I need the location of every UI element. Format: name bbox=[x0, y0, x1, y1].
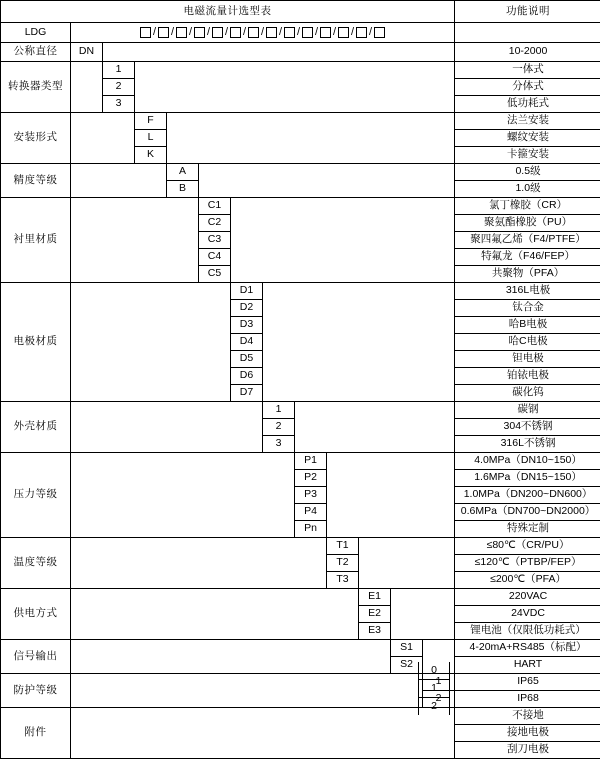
code-electrode-1: D1 bbox=[231, 283, 263, 300]
desc-lining-5: 共聚物（PFA） bbox=[455, 266, 600, 283]
dn-code: DN bbox=[71, 43, 103, 62]
code-lining-3: C3 bbox=[199, 232, 231, 249]
row-label-install-form: 安装形式 bbox=[1, 113, 71, 164]
spacer bbox=[391, 589, 455, 640]
code-shell-2: 2 bbox=[263, 419, 295, 436]
row-label-electrode-material: 电极材质 bbox=[1, 283, 71, 402]
model-code-desc-blank bbox=[455, 23, 600, 43]
row-label-nominal-diameter: 公称直径 bbox=[1, 43, 71, 62]
row-label-power-supply: 供电方式 bbox=[1, 589, 71, 640]
desc-converter-type-2: 分体式 bbox=[455, 79, 600, 96]
code-protection-1: 1 bbox=[423, 674, 455, 691]
model-prefix: LDG bbox=[1, 23, 71, 43]
desc-accuracy-1: 0.5级 bbox=[455, 164, 600, 181]
code-box bbox=[320, 27, 331, 38]
code-converter-type-2: 2 bbox=[103, 79, 135, 96]
spacer bbox=[71, 62, 103, 113]
desc-power-3: 锂电池（仅限低功耗式） bbox=[455, 623, 600, 640]
code-electrode-4: D4 bbox=[231, 334, 263, 351]
desc-power-2: 24VDC bbox=[455, 606, 600, 623]
code-electrode-7: D7 bbox=[231, 385, 263, 402]
spacer bbox=[295, 402, 455, 453]
code-temperature-2: T2 bbox=[327, 555, 359, 572]
desc-protection-2: IP68 bbox=[455, 691, 600, 708]
spacer bbox=[263, 283, 455, 402]
desc-temperature-1: ≤80℃（CR/PU） bbox=[455, 538, 600, 555]
row-label-shell-material: 外壳材质 bbox=[1, 402, 71, 453]
spacer bbox=[135, 62, 455, 113]
desc-power-1: 220VAC bbox=[455, 589, 600, 606]
code-accessories-3: 2 bbox=[431, 700, 437, 712]
code-shell-1: 1 bbox=[263, 402, 295, 419]
code-box bbox=[302, 27, 313, 38]
row-label-signal-output: 信号输出 bbox=[1, 640, 71, 674]
code-box bbox=[266, 27, 277, 38]
desc-electrode-3: 哈B电极 bbox=[455, 317, 600, 334]
row-label-temperature-rating: 温度等级 bbox=[1, 538, 71, 589]
code-accuracy-2: B bbox=[167, 181, 199, 198]
spacer bbox=[199, 164, 455, 198]
code-install-form-1: F bbox=[135, 113, 167, 130]
code-power-1: E1 bbox=[359, 589, 391, 606]
desc-protection-1: IP65 bbox=[455, 674, 600, 691]
desc-signal-2: HART bbox=[455, 657, 600, 674]
model-code-boxes: / / / / / / / / / / / / / bbox=[71, 23, 455, 43]
desc-electrode-1: 316L电极 bbox=[455, 283, 600, 300]
code-temperature-3: T3 bbox=[327, 572, 359, 589]
desc-electrode-5: 钽电极 bbox=[455, 351, 600, 368]
code-pressure-3: P3 bbox=[295, 487, 327, 504]
spacer bbox=[71, 402, 263, 453]
spacer bbox=[167, 113, 455, 164]
desc-install-form-2: 螺纹安装 bbox=[455, 130, 600, 147]
spacer bbox=[71, 164, 167, 198]
code-install-form-3: K bbox=[135, 147, 167, 164]
code-power-2: E2 bbox=[359, 606, 391, 623]
code-box bbox=[194, 27, 205, 38]
code-signal-1: S1 bbox=[391, 640, 423, 657]
code-electrode-6: D6 bbox=[231, 368, 263, 385]
desc-pressure-1: 4.0MPa（DN10~150） bbox=[455, 453, 600, 470]
spacer bbox=[71, 453, 295, 538]
desc-install-form-3: 卡箍安装 bbox=[455, 147, 600, 164]
desc-shell-2: 304不锈钢 bbox=[455, 419, 600, 436]
row-label-accuracy: 精度等级 bbox=[1, 164, 71, 198]
desc-accuracy-2: 1.0级 bbox=[455, 181, 600, 198]
desc-signal-1: 4-20mA+RS485（标配） bbox=[455, 640, 600, 657]
code-box bbox=[356, 27, 367, 38]
spacer bbox=[327, 453, 455, 538]
code-temperature-1: T1 bbox=[327, 538, 359, 555]
code-pressure-2: P2 bbox=[295, 470, 327, 487]
spacer bbox=[71, 640, 391, 674]
code-lining-5: C5 bbox=[199, 266, 231, 283]
code-electrode-5: D5 bbox=[231, 351, 263, 368]
desc-pressure-4: 0.6MPa（DN700~DN2000） bbox=[455, 504, 600, 521]
code-lining-2: C2 bbox=[199, 215, 231, 232]
dn-desc: 10-2000 bbox=[455, 43, 600, 62]
code-box bbox=[284, 27, 295, 38]
code-box bbox=[248, 27, 259, 38]
spacer bbox=[231, 198, 455, 283]
row-label-pressure-rating: 压力等级 bbox=[1, 453, 71, 538]
desc-converter-type-3: 低功耗式 bbox=[455, 96, 600, 113]
code-accessories-2: 1 bbox=[419, 680, 449, 698]
desc-lining-2: 聚氨酯橡胶（PU） bbox=[455, 215, 600, 232]
desc-pressure-3: 1.0MPa（DN200~DN600） bbox=[455, 487, 600, 504]
code-converter-type-1: 1 bbox=[103, 62, 135, 79]
code-accessories-1: 0 bbox=[419, 662, 449, 680]
code-electrode-3: D3 bbox=[231, 317, 263, 334]
desc-electrode-7: 碳化钨 bbox=[455, 385, 600, 402]
spacer bbox=[71, 198, 199, 283]
code-lining-4: C4 bbox=[199, 249, 231, 266]
code-accuracy-1: A bbox=[167, 164, 199, 181]
code-pressure-1: P1 bbox=[295, 453, 327, 470]
row-label-converter-type: 转换器类型 bbox=[1, 62, 71, 113]
spacer bbox=[71, 708, 455, 759]
desc-temperature-2: ≤120℃（PTBP/FEP） bbox=[455, 555, 600, 572]
code-pressure-5: Pn bbox=[295, 521, 327, 538]
desc-electrode-4: 哈C电极 bbox=[455, 334, 600, 351]
spacer bbox=[71, 538, 327, 589]
spacer bbox=[359, 538, 455, 589]
desc-lining-4: 特氟龙（F46/FEP） bbox=[455, 249, 600, 266]
row-label-lining-material: 衬里材质 bbox=[1, 198, 71, 283]
desc-shell-3: 316L不锈钢 bbox=[455, 436, 600, 453]
row-label-accessories: 附件 bbox=[1, 708, 71, 759]
page-title: 电磁流量计选型表 bbox=[1, 1, 455, 23]
code-install-form-2: L bbox=[135, 130, 167, 147]
desc-install-form-1: 法兰安装 bbox=[455, 113, 600, 130]
row-label-protection-rating: 防护等级 bbox=[1, 674, 71, 708]
accessory-code-column bbox=[418, 662, 450, 715]
desc-accessories-2: 接地电极 bbox=[455, 725, 600, 742]
spacer bbox=[71, 113, 135, 164]
desc-pressure-2: 1.6MPa（DN15~150） bbox=[455, 470, 600, 487]
code-signal-2: S2 bbox=[391, 657, 423, 674]
desc-pressure-5: 特殊定制 bbox=[455, 521, 600, 538]
code-power-3: E3 bbox=[359, 623, 391, 640]
code-box bbox=[212, 27, 223, 38]
desc-temperature-3: ≤200℃（PFA） bbox=[455, 572, 600, 589]
code-lining-1: C1 bbox=[199, 198, 231, 215]
spacer bbox=[71, 674, 423, 708]
desc-accessories-3: 刮刀电极 bbox=[455, 742, 600, 759]
dn-spacer bbox=[103, 43, 455, 62]
code-box bbox=[176, 27, 187, 38]
desc-accessories-1: 不接地 bbox=[455, 708, 600, 725]
code-electrode-2: D2 bbox=[231, 300, 263, 317]
desc-converter-type-1: 一体式 bbox=[455, 62, 600, 79]
desc-electrode-6: 铂铱电极 bbox=[455, 368, 600, 385]
code-box bbox=[158, 27, 169, 38]
code-converter-type-3: 3 bbox=[103, 96, 135, 113]
desc-lining-1: 氯丁橡胶（CR） bbox=[455, 198, 600, 215]
desc-electrode-2: 钛合金 bbox=[455, 300, 600, 317]
spacer bbox=[71, 589, 359, 640]
code-pressure-4: P4 bbox=[295, 504, 327, 521]
function-desc-header: 功能说明 bbox=[455, 1, 600, 23]
spacer bbox=[71, 283, 231, 402]
code-box bbox=[338, 27, 349, 38]
code-protection-2: 2 bbox=[423, 691, 455, 708]
code-box bbox=[230, 27, 241, 38]
desc-shell-1: 碳钢 bbox=[455, 402, 600, 419]
desc-lining-3: 聚四氟乙烯（F4/PTFE） bbox=[455, 232, 600, 249]
code-box bbox=[140, 27, 151, 38]
code-shell-3: 3 bbox=[263, 436, 295, 453]
code-box bbox=[374, 27, 385, 38]
